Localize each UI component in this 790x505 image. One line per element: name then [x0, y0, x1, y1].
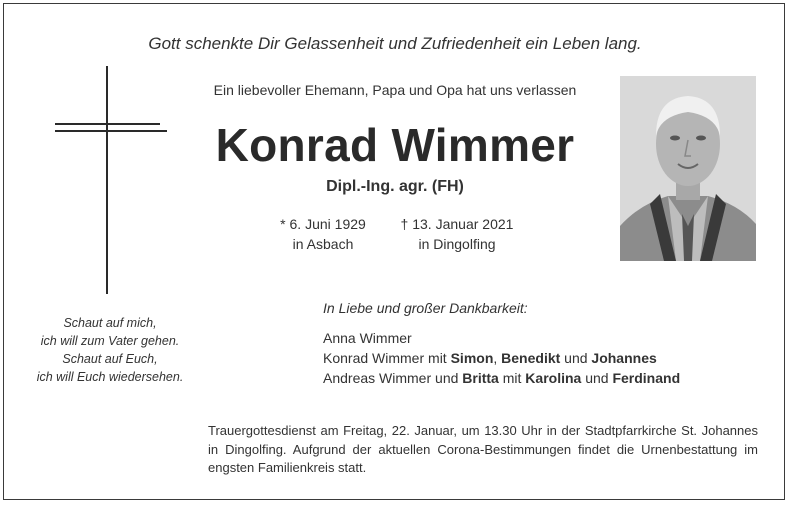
academic-title: Dipl.-Ing. agr. (FH) [326, 178, 464, 195]
grandchild-name: Benedikt [501, 350, 561, 366]
connector-word: und [435, 370, 459, 386]
service-info: Trauergottesdienst am Freitag, 22. Januar, um 13.30 Uhr in der Stadtpfarrkirche St. Johannes in Dingolfing. Aufgrund der aktuellen Corona-Bestimmungen findet die Urnenbestattung im engsten Familienkreis statt. [208, 423, 758, 475]
mourner-line [323, 368, 680, 388]
grandchild-name: Simon [450, 350, 494, 366]
separator: , [493, 350, 498, 366]
grandchild-name: Ferdinand [612, 370, 681, 386]
deceased-name: Konrad Wimmer [215, 119, 575, 171]
death-info [392, 214, 522, 254]
verse-line: Schaut auf mich, [63, 316, 157, 330]
death-place: in Dingolfing [418, 236, 496, 252]
birth-info [258, 214, 388, 254]
verse-line: ich will zum Vater gehen. [40, 334, 180, 348]
death-symbol: † [400, 216, 409, 232]
birth-place: in Asbach [292, 236, 354, 252]
mourners-list [323, 328, 680, 388]
mourner-name: Andreas Wimmer [323, 370, 432, 386]
connector-word: mit [428, 350, 447, 366]
mourner-line [323, 348, 680, 368]
birth-symbol: * [280, 216, 286, 232]
cross-bar-upper [55, 123, 160, 125]
cross-icon [106, 66, 108, 294]
motto: Gott schenkte Dir Gelassenheit und Zufriedenheit ein Leben lang. [148, 34, 642, 53]
mourner-name: Anna Wimmer [323, 330, 412, 346]
connector-word: und [564, 350, 588, 366]
thanks-heading: In Liebe und großer Dankbarkeit: [323, 300, 528, 316]
grandchild-name: Johannes [591, 350, 657, 366]
mourner-name: Konrad Wimmer [323, 350, 425, 366]
verse-line: ich will Euch wiedersehen. [36, 370, 184, 384]
birth-date: 6. Juni 1929 [289, 216, 366, 232]
mourner-line [323, 328, 680, 348]
death-date: 13. Januar 2021 [412, 216, 514, 232]
grandchild-name: Karolina [525, 370, 582, 386]
portrait-photo [620, 76, 756, 261]
portrait-photo-drawing [620, 76, 756, 261]
connector-word: mit [502, 370, 522, 386]
connector-word: und [585, 370, 609, 386]
cross-bar-lower [55, 130, 167, 132]
intro-text: Ein liebevoller Ehemann, Papa und Opa hat uns verlassen [213, 82, 577, 98]
verse-line: Schaut auf Euch, [62, 352, 158, 366]
verse [20, 314, 200, 386]
family-name: Britta [462, 370, 499, 386]
